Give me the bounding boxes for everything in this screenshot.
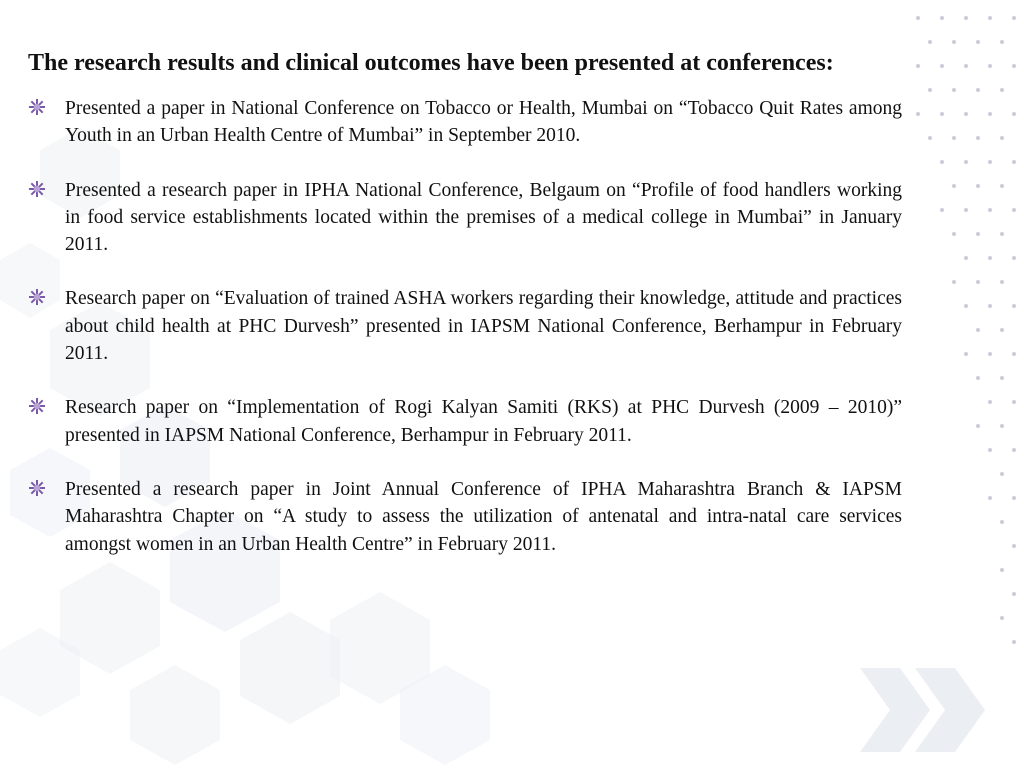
slide-content — [28, 46, 902, 585]
list-item — [28, 285, 902, 367]
flower-bullet-icon — [28, 479, 46, 497]
list-item-text: Presented a research paper in IPHA National Conference, Belgaum on “Profile of food handlers working in food service establishments located within the premises of a medical college in Mumbai” in January 2011. — [65, 179, 902, 256]
flower-bullet-icon — [28, 288, 46, 306]
list-item — [28, 476, 902, 558]
list-item-text: Presented a paper in National Conference on Tobacco or Health, Mumbai on “Tobacco Quit Rates among Youth in an Urban Health Centre of Mumbai” in September 2010. — [65, 98, 902, 147]
list-item-text: Presented a research paper in Joint Annual Conference of IPHA Maharashtra Branch & IAPSM Maharashtra Chapter on “A study to assess the utilization of antenatal and intra-natal care services amongst women in an Urban Health Centre” in February 2011. — [65, 478, 902, 555]
conference-list — [28, 95, 902, 558]
list-item — [28, 177, 902, 259]
list-item-text: Research paper on “Implementation of Rogi Kalyan Samiti (RKS) at PHC Durvesh (2009 – 2010)” presented in IAPSM National Conference, Berhampur in February 2011. — [65, 397, 902, 446]
list-item-text: Research paper on “Evaluation of trained ASHA workers regarding their knowledge, attitude and practices about child health at PHC Durvesh” presented in IAPSM National Conference, Berhampur in February 2011. — [65, 288, 902, 365]
list-item — [28, 394, 902, 449]
flower-bullet-icon — [28, 180, 46, 198]
flower-bullet-icon — [28, 98, 46, 116]
list-item — [28, 95, 902, 150]
flower-bullet-icon — [28, 397, 46, 415]
slide-heading: The research results and clinical outcomes have been presented at conferences: — [28, 50, 834, 76]
